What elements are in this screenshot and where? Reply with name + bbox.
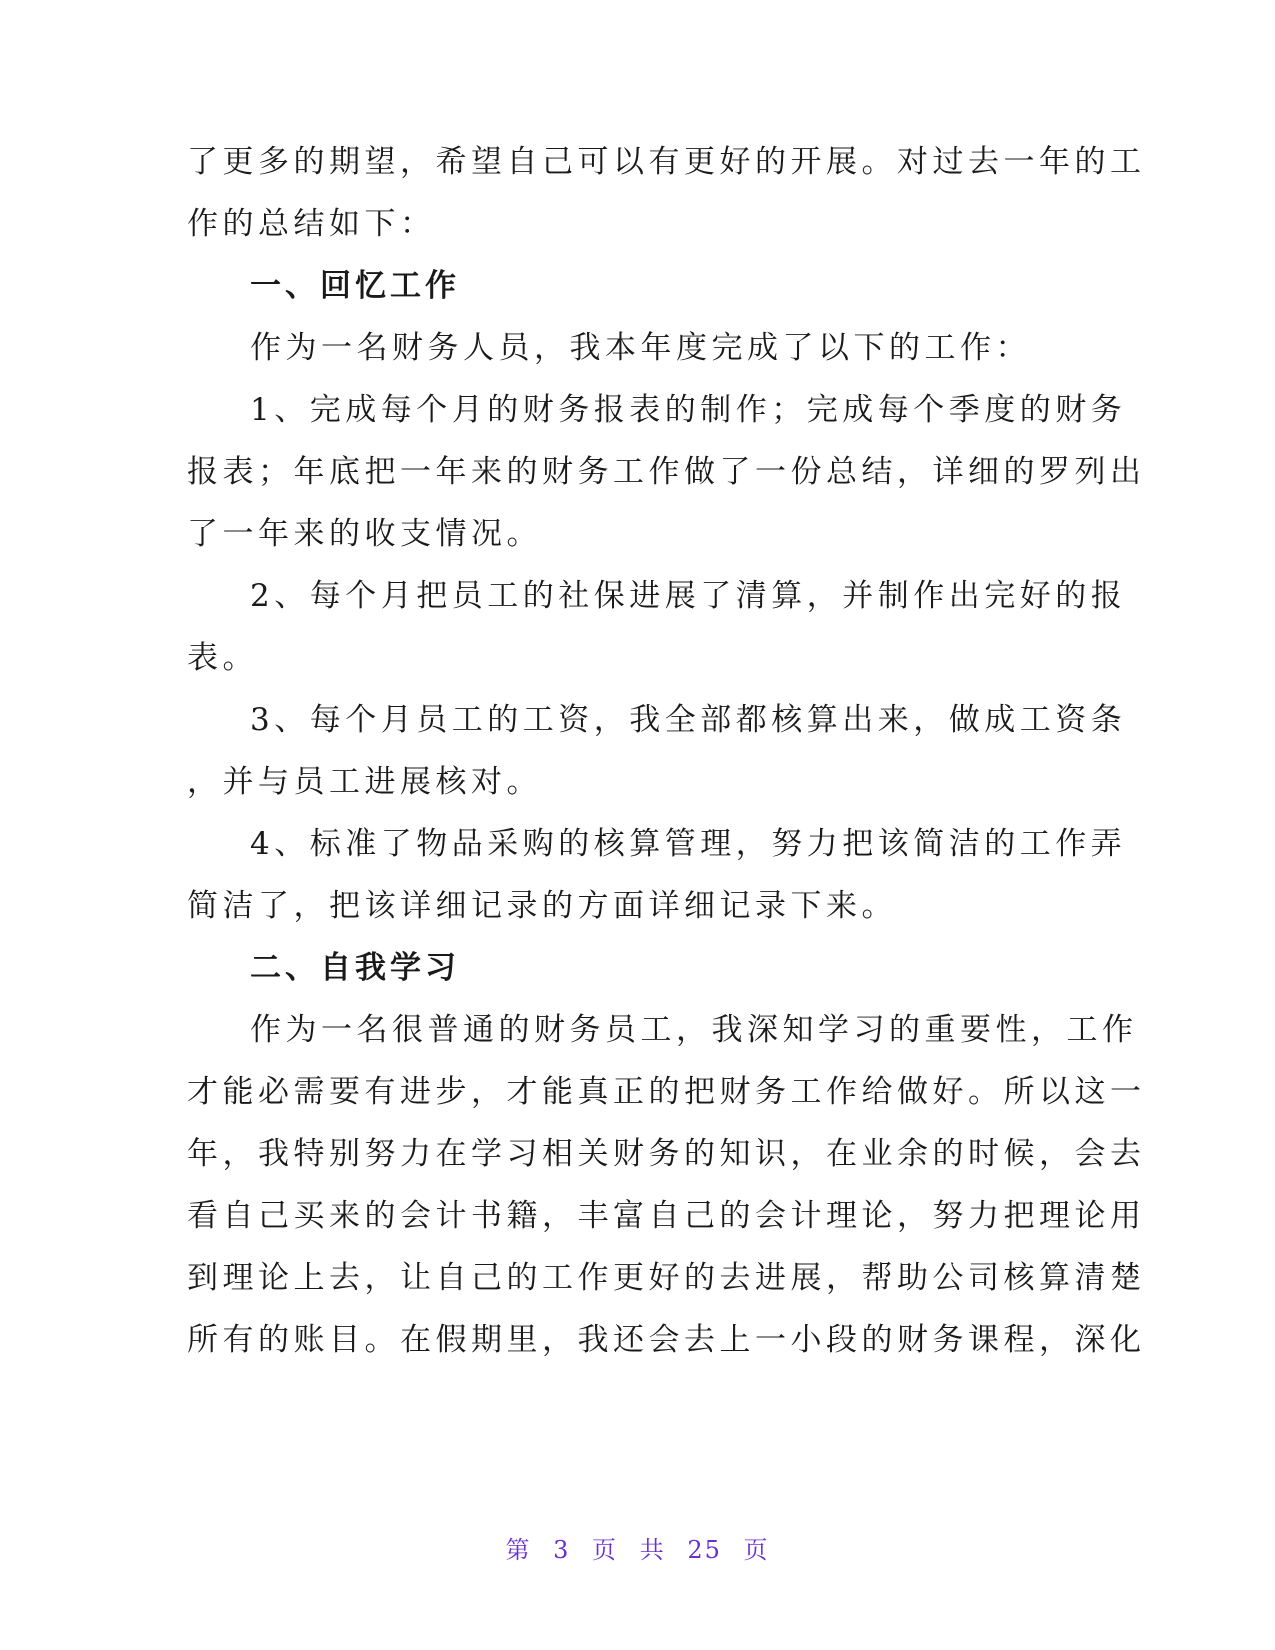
paragraph-line: 作为一名很普通的财务员工，我深知学习的重要性，工作 (250, 1012, 1138, 1048)
paragraph-line: 报表；年底把一年来的财务工作做了一份总结，详细的罗列出 (187, 454, 1146, 490)
footer-page-word: 页 (592, 1536, 619, 1564)
paragraph-line: 看自己买来的会计书籍，丰富自己的会计理论，努力把理论用 (187, 1198, 1146, 1234)
paragraph-line: 表。 (187, 640, 258, 676)
paragraph-line: 所有的账目。在假期里，我还会去上一小段的财务课程，深化 (187, 1322, 1146, 1358)
paragraph-line: ，并与员工进展核对。 (187, 764, 542, 800)
paragraph-line: 了更多的期望，希望自己可以有更好的开展。对过去一年的工 (187, 144, 1146, 180)
paragraph-line: 年，我特别努力在学习相关财务的知识，在业余的时候，会去 (187, 1136, 1146, 1172)
list-item-1: 1、完成每个月的财务报表的制作；完成每个季度的财务 (250, 392, 1127, 428)
section-heading-1: 一、回忆工作 (250, 268, 460, 304)
paragraph-line: 作的总结如下： (187, 206, 436, 242)
footer-prefix: 第 (505, 1536, 532, 1564)
list-item-4: 4、标准了物品采购的核算管理，努力把该简洁的工作弄 (250, 826, 1127, 862)
paragraph-line: 作为一名财务人员，我本年度完成了以下的工作： (250, 330, 1031, 366)
paragraph-line: 简洁了，把该详细记录的方面详细记录下来。 (187, 888, 897, 924)
page-footer (0, 1530, 1275, 1565)
current-page-number: 3 (553, 1536, 571, 1564)
footer-suffix: 页 (743, 1536, 770, 1564)
total-page-count: 25 (687, 1536, 722, 1564)
section-heading-2: 二、自我学习 (250, 950, 460, 986)
footer-total-prefix: 共 (639, 1536, 666, 1564)
paragraph-line: 才能必需要有进步，才能真正的把财务工作给做好。所以这一 (187, 1074, 1146, 1110)
paragraph-line: 了一年来的收支情况。 (187, 516, 542, 552)
paragraph-line: 到理论上去，让自己的工作更好的去进展，帮助公司核算清楚 (187, 1260, 1146, 1296)
list-item-2: 2、每个月把员工的社保进展了清算，并制作出完好的报 (250, 578, 1127, 614)
list-item-3: 3、每个月员工的工资，我全部都核算出来，做成工资条 (250, 702, 1127, 738)
